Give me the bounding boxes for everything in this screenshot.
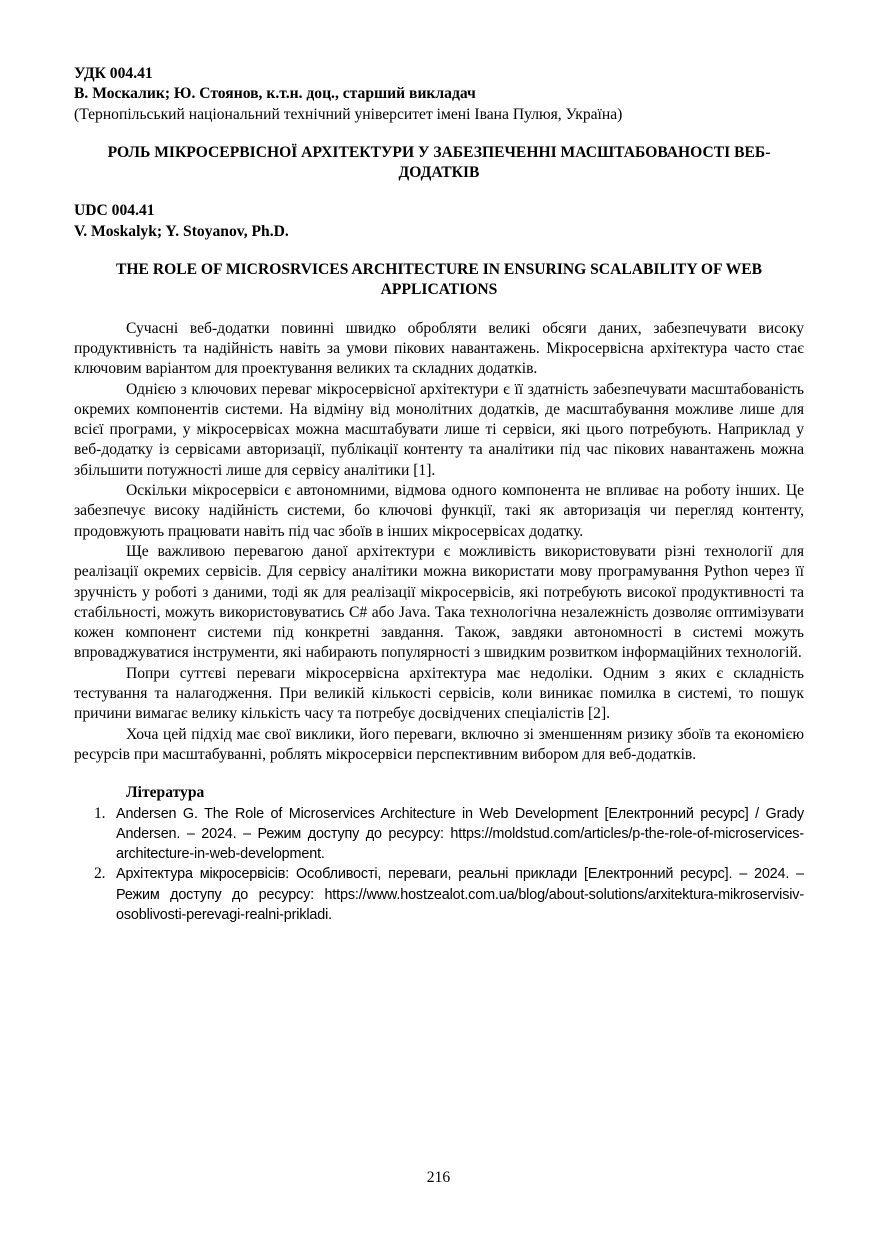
page-number: 216 (426, 1169, 451, 1186)
body-text (74, 319, 804, 766)
title-ua: РОЛЬ МІКРОСЕРВІСНОЇ АРХІТЕКТУРИ У ЗАБЕЗПЕЧЕННІ МАСШТАБОВАНОСТІ ВЕБ-ДОДАТКІВ (107, 143, 771, 182)
udc-en: UDC 004.41 (74, 202, 155, 220)
reference-text: Andersen G. The Role of Microservices Architecture in Web Development [Електронний ресурс] / Grady Andersen. – 2024. – Режим доступу до ресурсу: https://moldstud.com/articles/p-the-role-of-microservices-architecture-in-web-development. (116, 805, 804, 863)
udc-ua: УДК 004.41 (74, 65, 153, 82)
reference-item (74, 864, 804, 925)
paragraph: Сучасні веб-додатки повинні швидко обробляти великі обсяги даних, забезпечувати високу продуктивність та надійність навіть за умови пікових навантажень. Мікросервісна архітектура часто стає ключовим варіантом для проектування великих та складних додатків. (74, 319, 804, 378)
reference-text: Архітектура мікросервісів: Особливості, переваги, реальні приклади [Електронний ресурс]. – 2024. – Режим доступу до ресурсу: https://www.hostzealot.com.ua/blog/about-solutions/arxitektura-mikroservisiv-osoblivosti-perevagi-realni-prikladi. (116, 866, 804, 923)
paragraph: Ще важливою перевагою даної архітектури є можливість використовувати різні технології для реалізації окремих сервісів. Для сервісу аналітики можна використати мову програмування Python через її зручність у роботі з даними, тоді як для реалізації мікросервісів, які потребують високої продуктивності та стабільності, можуть використовуватись C# або Java. Така технологічна незалежність дозволяє оптимізувати кожен компонент системи під конкретні завдання. Також, завдяки автономності в системі можуть впроваджуватися інструменти, які набирають популярності з швидким розвитком інформаційних технологій. (74, 542, 804, 662)
affiliation: (Тернопільський національний технічний університет імені Івана Пулюя, Україна) (74, 105, 623, 123)
paragraph: Однією з ключових переваг мікросервісної архітектури є її здатність забезпечувати масштабованість окремих компонентів системи. На відміну від монолітних додатків, де масштабування можливе лише для всієї програми, у мікросервісах можна масштабувати лише ті сервіси, які цього потребують. Наприклад у веб-додатку із сервісами авторизації, публікації контенту та аналітики під час пікових навантажень можна збільшити потужності лише для сервісу аналітики [1]. (74, 380, 804, 479)
title-en: THE ROLE OF MICROSRVICES ARCHITECTURE IN ENSURING SCALABILITY OF WEB APPLICATIONS (116, 261, 762, 299)
reference-list (74, 804, 804, 926)
authors-ua: В. Москалик; Ю. Стоянов, к.т.н. доц., старший викладач (74, 85, 476, 103)
reference-number: 1. (94, 804, 106, 822)
reference-number: 2. (94, 865, 106, 883)
authors-en: V. Moskalyk; Y. Stoyanov, Ph.D. (74, 222, 289, 240)
paper-page (74, 64, 804, 925)
paragraph: Хоча цей підхід має свої виклики, його переваги, включно зі зменшенням ризику збоїв та економією ресурсів при масштабуванні, роблять мікросервіси перспективним вибором для веб-додатків. (74, 725, 804, 763)
paragraph: Оскільки мікросервіси є автономними, відмова одного компонента не впливає на роботу інших. Це забезпечує високу надійність системи, бо ключові функції, такі як авторизація чи перегляд контенту, продовжують працювати навіть під час збоїв в інших мікросервісах додатку. (74, 482, 804, 540)
paragraph: Попри суттєві переваги мікросервісна архітектура має недоліки. Одним з яких є складність тестування та налагодження. При великій кількості сервісів, коли виникає помилка в системі, то пошук причини вимагає велику кількість часу та потребує досвідчених спеціалістів [2]. (74, 664, 804, 723)
reference-item (74, 804, 804, 865)
literature-heading: Література (126, 784, 205, 802)
